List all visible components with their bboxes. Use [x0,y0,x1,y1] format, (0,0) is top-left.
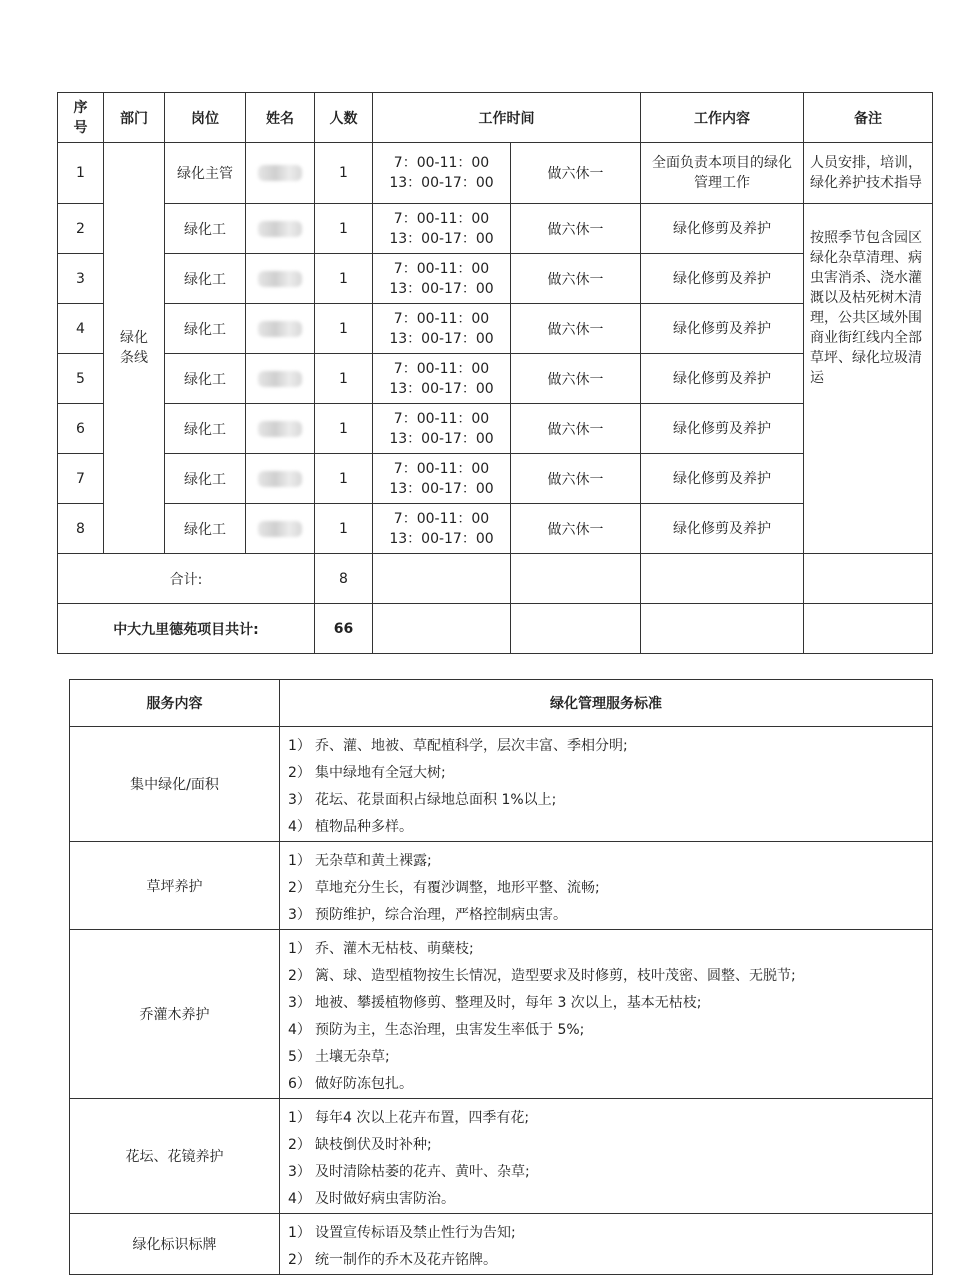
grand-total-label: 中大九里德苑项目共计: [58,604,315,654]
seq-cell: 7 [58,454,104,504]
staff-table-header [58,93,933,143]
note-cell: 人员安排，培训，绿化养护技术指导 [804,143,933,204]
standard-cell [280,1214,933,1275]
name-cell [246,254,315,304]
standard-item: 1） 每年4 次以上花卉布置，四季有花; [288,1110,530,1126]
header-note: 备注 [804,93,933,143]
count-cell: 1 [315,404,373,454]
seq-cell: 4 [58,304,104,354]
empty-cell [804,604,933,654]
content-cell: 绿化修剪及养护 [641,204,804,254]
empty-cell [641,604,804,654]
header-content: 工作内容 [641,93,804,143]
post-cell: 绿化工 [165,204,246,254]
schedule-cell: 做六休一 [511,204,641,254]
standards-row [70,1099,933,1214]
standards-row [70,727,933,842]
time-cell: 7：00-11：00 13：00-17：00 [373,504,511,554]
schedule-cell: 做六休一 [511,404,641,454]
standard-cell [280,842,933,930]
service-cell: 集中绿化/面积 [70,727,280,842]
standard-item: 2） 集中绿地有全冠大树; [288,765,446,781]
name-cell [246,354,315,404]
count-cell: 1 [315,143,373,204]
time-cell: 7：00-11：00 13：00-17：00 [373,404,511,454]
post-cell: 绿化工 [165,454,246,504]
redacted-name [258,221,302,237]
name-cell [246,454,315,504]
standard-item: 2） 草地充分生长，有覆沙调整，地形平整、流畅; [288,880,600,896]
service-cell: 乔灌木养护 [70,930,280,1099]
standard-item: 2） 篱、球、造型植物按生长情况，造型要求及时修剪，枝叶茂密、圆整、无脱节; [288,968,796,984]
header-dept: 部门 [104,93,165,143]
subtotal-label: 合计: [58,554,315,604]
redacted-name [258,271,302,287]
count-cell: 1 [315,304,373,354]
standard-cell [280,727,933,842]
grand-total-value: 66 [315,604,373,654]
post-cell: 绿化工 [165,354,246,404]
content-cell: 绿化修剪及养护 [641,304,804,354]
redacted-name [258,421,302,437]
empty-cell [373,604,511,654]
time-cell: 7：00-11：00 13：00-17：00 [373,143,511,204]
redacted-name [258,471,302,487]
name-cell [246,504,315,554]
post-cell: 绿化工 [165,304,246,354]
content-cell: 全面负责本项目的绿化管理工作 [641,143,804,204]
standard-item: 3） 预防维护，综合治理，严格控制病虫害。 [288,907,567,923]
standards-table-header [70,680,933,727]
standard-cell [280,1099,933,1214]
table-row [58,504,933,554]
standards-table [69,679,933,1275]
standards-row [70,930,933,1099]
standard-item: 1） 无杂草和黄土裸露; [288,853,432,869]
standards-row [70,1214,933,1275]
header-seq: 序号 [58,93,104,143]
standard-item: 1） 设置宣传标语及禁止性行为告知; [288,1225,516,1241]
post-cell: 绿化工 [165,404,246,454]
seq-cell: 6 [58,404,104,454]
subtotal-value: 8 [315,554,373,604]
standard-item: 3） 地被、攀援植物修剪、整理及时，每年 3 次以上，基本无枯枝; [288,995,702,1011]
post-cell: 绿化工 [165,504,246,554]
content-cell: 绿化修剪及养护 [641,404,804,454]
name-cell [246,143,315,204]
standard-item: 2） 缺枝倒伏及时补种; [288,1137,432,1153]
table-row [58,304,933,354]
table-row [58,404,933,454]
time-cell: 7：00-11：00 13：00-17：00 [373,354,511,404]
schedule-cell: 做六休一 [511,304,641,354]
schedule-cell: 做六休一 [511,254,641,304]
service-cell: 花坛、花镜养护 [70,1099,280,1214]
post-cell: 绿化工 [165,254,246,304]
table-row [58,454,933,504]
seq-cell: 5 [58,354,104,404]
standard-item: 5） 土壤无杂草; [288,1049,390,1065]
redacted-name [258,521,302,537]
header-post: 岗位 [165,93,246,143]
name-cell [246,204,315,254]
service-cell: 绿化标识标牌 [70,1214,280,1275]
time-cell: 7：00-11：00 13：00-17：00 [373,204,511,254]
empty-cell [511,604,641,654]
schedule-cell: 做六休一 [511,504,641,554]
standard-item: 4） 及时做好病虫害防治。 [288,1191,455,1207]
seq-cell: 3 [58,254,104,304]
empty-cell [511,554,641,604]
time-cell: 7：00-11：00 13：00-17：00 [373,454,511,504]
content-cell: 绿化修剪及养护 [641,354,804,404]
schedule-cell: 做六休一 [511,143,641,204]
content-cell: 绿化修剪及养护 [641,254,804,304]
standard-item: 6） 做好防冻包扎。 [288,1076,413,1092]
staff-table [57,92,933,654]
standard-cell [280,930,933,1099]
content-cell: 绿化修剪及养护 [641,504,804,554]
dept-cell: 绿化条线 [104,143,165,554]
header-standard: 绿化管理服务标准 [280,680,933,727]
count-cell: 1 [315,454,373,504]
name-cell [246,404,315,454]
table-row [58,204,933,254]
seq-cell: 1 [58,143,104,204]
seq-cell: 2 [58,204,104,254]
table-row [58,254,933,304]
redacted-name [258,321,302,337]
schedule-cell: 做六休一 [511,454,641,504]
empty-cell [804,554,933,604]
name-cell [246,304,315,354]
subtotal-row [58,554,933,604]
time-cell: 7：00-11：00 13：00-17：00 [373,254,511,304]
count-cell: 1 [315,504,373,554]
standard-item: 1） 乔、灌、地被、草配植科学，层次丰富、季相分明; [288,738,628,754]
standard-item: 3） 花坛、花景面积占绿地总面积 1%以上; [288,792,557,808]
redacted-name [258,165,302,181]
standard-item: 4） 预防为主，生态治理，虫害发生率低于 5%; [288,1022,585,1038]
content-cell: 绿化修剪及养护 [641,454,804,504]
standards-row [70,842,933,930]
note-cell: 按照季节包含园区绿化杂草清理、病虫害消杀、浇水灌溉以及枯死树木清理，公共区域外围商业街红线内全部草坪、绿化垃圾清运 [804,204,933,554]
empty-cell [373,554,511,604]
standard-item: 3） 及时清除枯萎的花卉、黄叶、杂草; [288,1164,530,1180]
table-row [58,143,933,204]
header-time: 工作时间 [373,93,641,143]
table-row [58,354,933,404]
count-cell: 1 [315,204,373,254]
header-name: 姓名 [246,93,315,143]
post-cell: 绿化主管 [165,143,246,204]
grand-total-row [58,604,933,654]
service-cell: 草坪养护 [70,842,280,930]
header-count: 人数 [315,93,373,143]
header-service: 服务内容 [70,680,280,727]
redacted-name [258,371,302,387]
standard-item: 1） 乔、灌木无枯枝、萌蘖枝; [288,941,474,957]
count-cell: 1 [315,354,373,404]
count-cell: 1 [315,254,373,304]
time-cell: 7：00-11：00 13：00-17：00 [373,304,511,354]
standard-item: 4） 植物品种多样。 [288,819,413,835]
schedule-cell: 做六休一 [511,354,641,404]
empty-cell [641,554,804,604]
seq-cell: 8 [58,504,104,554]
standard-item: 2） 统一制作的乔木及花卉铭牌。 [288,1252,497,1268]
